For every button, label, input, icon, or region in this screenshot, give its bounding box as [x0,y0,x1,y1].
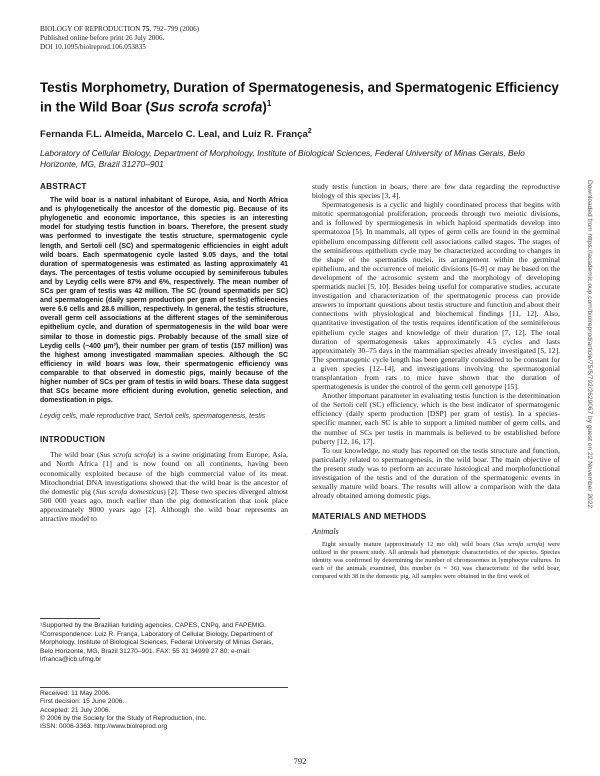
affiliation: Laboratory of Cellular Biology, Department of Morphology, Institute of Biological Sciences, Federal University of Minas Gerais, Belo Horizonte, MG, Brazil 31270–901 [40,148,525,169]
sertoli-paragraph: Another important parameter in evaluating testis function is the determination of the Sertoli cell (SC) efficiency, which is the best indicator of spermatogenic efficiency (daily sperm production [DSP] per gram of testis). In a species-specific manner, each SC is able to support a limited number of germ cells, and the number of SCs per testis in mammals is believed to be established before puberty [12, 16, 17]. [312,391,560,446]
correspondence-footnote: ²Correspondence: Luiz R. França, Laboratory of Cellular Biology, Department of Morphology, Institute of Biological Sciences, Federal University of Minas Gerais, Belo Horizonte, MG, Brazil 31270–901. FAX: 55 31 34999 27 80; e-mail: lrfranca@icb.ufmg.br [40,631,274,663]
right-column [312,182,560,581]
author-list: Fernanda F.L. Almeida, Marcelo C. Leal, and Luiz R. França$^2$ [40,128,312,141]
introduction-paragraph: The wild boar (Sus scrofa scrofa) is a swine originating from Europe, Asia, and North Africa [1] and is now found on all continents, having been economically exploited because of the high commercial value of its meat. Mitochondrial DNA investigations showed that the wild boar is the ancestor of the domestic pig (Sus scrofa domesticus) [2]. These two species diverged almost 500 000 years ago, much earlier than the pig domestication that took place approximately 9000 years ago [2]. Although the wild boar represents an attractive model to [40,450,288,523]
pubinfo-rule [40,687,288,688]
author-footnote-mark[interactable]: 2 [307,128,312,135]
journal-header [40,25,400,52]
intro-continuation: study testis function in boars, there are few data regarding the reproductive biology of this species [3, 4]. [312,182,560,201]
spermatogenesis-paragraph: Spermatogenesis is a cyclic and highly coordinated process that begins with mitotic spermatogonial proliferation, proceeds through two meiotic divisions, and is followed by spermiogenesis in which haploid spermatids develop into spermatozoa [5]. In mammals, all types of germ cells are found in the germinal epithelium encompassing different cell associations called stages. The stages of the seminiferous epithelium cycle may be characterized according to changes in the shape of the spermatids nuclei, its arrangement within the germinal epithelium, and the occurrence of meiotic divisions [6–9] or may be based on the development of the acrosomic system and the morphology of developing spermatids nuclei [5, 10]. Besides being useful for comparative studies, accurate investigation and characterization of the spermatogenic process can provide answers to important questions about testis structure and function and about their connections with physiological and biochemical findings [11, 12]. Also, quantitative investigation of the testis requires identification of the seminiferous epithelium cycle stages and knowledge of their duration [7, 12]. The total duration of spermatogenesis takes approximately 4.5 cycles and lasts approximately 30–75 days in the mammalian species already investigated [5, 12]. The spermatogenic cycle length has been generally considered to be constant for a given species [12–14], and investigations involving the spermatogonial transplantation from rats to mice have shown that the duration of spermatogenesis is under the control of the germ cell genotype [15]. [312,200,560,392]
publication-date: Published online before print 26 July 2006. [40,34,165,42]
title-footnote-mark[interactable]: 1 [266,99,272,108]
page-number: 792 [293,756,307,766]
footnote-rule [40,618,100,619]
abstract-text: The wild boar is a natural inhabitant of Europe, Asia, and North Africa and is phylogenetically the ancestor of the domestic pig. Because of its phylogenetic and economic importance, this species is an interesting model for studying testis function in boars. Therefore, the present study was performed to investigate the testis structure, spermatogenic cycle length, and Sertoli cell (SC) and spermatogenic efficiencies in eight adult wild boars. Each spermatogenic cycle lasted 9.05 days, and the total duration of spermatogenesis was estimated as lasting approximately 41 days. The percentages of testis volume occupied by seminiferous tubules and by Leydig cells were 87% and 6%, respectively. The mean number of SCs per gram of testis was 42 million. The SC (round spermatids per SC) and spermatogenic (daily sperm production per gram of testis) efficiencies were 6.6 cells and 28.6 million, respectively. In general, the testis structure, overall germ cell associations at the different stages of the seminiferous epithelium cycle, and duration of spermatogenesis in the wild boar were similar to those in domestic pigs. Probably because of the small size of Leydig cells (~400 µm³), their number per gram of testis (157 million) was the highest among investigated mammalian species. Although the SC efficiency in wild boars was low, their spermatogenic efficiency was comparable to that observed in domestic pigs, mainly because of the higher number of SCs per gram of testis in wild boars. These data suggest that SCs became more efficient during evolution, genetic selection, and domestication in pigs. [40,197,288,405]
copyright-notice: © 2006 by the Society for the Study of Reproduction, Inc. [40,714,207,722]
funding-footnote: ¹Supported by the Brazilian funding agencies, CAPES, CNPq, and FAPEMIG. [40,622,267,629]
article-title: Testis Morphometry, Duration of Spermatogenesis, and Spermatogenic Efficiency in the Wild Boar (Sus scrofa scrofa)$^1$ [40,80,559,115]
accepted-date: Accepted: 21 July 2006. [40,706,111,714]
objective-paragraph: To our knowledge, no study has reported on the testis structure and function, particularly related to spermatogenesis, in the wild boar. The main objective of the present study was to perform an accurate histological and morphofunctional investigation of the testis and of the duration of the spermatogenic events in sexually mature wild boars. The results will allow a comparison with the data already obtained among domestic pigs. [312,445,560,501]
left-column [40,182,288,523]
download-note [585,180,595,540]
publication-info [40,690,288,731]
keywords: Leydig cells, male reproductive tract, Sertoli cells, spermatogenesis, testis [40,413,266,421]
animals-heading: Animals [312,527,339,537]
first-decision-date: First decision: 15 June 2006. [40,698,125,706]
download-note-text: Downloaded from https://academic.oup.com/biolreprod/article/75/5/792/2629067 by guest on 22 November 2022 [586,180,593,509]
received-date: Received: 11 May 2006. [40,690,111,697]
journal-volume: 75 [142,25,150,33]
introduction-heading: INTRODUCTION [40,435,106,445]
methods-heading: MATERIALS AND METHODS [312,512,427,522]
doi-link[interactable]: DOI 10.1095/biolreprod.106.053835 [40,43,146,51]
footnotes [40,622,288,664]
abstract-heading: ABSTRACT [40,182,87,191]
title-species: Sus scrofa scrofa [149,99,263,115]
journal-citation: BIOLOGY OF REPRODUCTION 75, 792–799 (2006) [40,25,200,33]
issn-url[interactable]: ISSN: 0006-3363. http://www.biolreprod.org [40,723,168,731]
animals-paragraph: Eight sexually mature (approximately 12 mo old) wild boars (Sus scrofa scrofa) were utilized in the present study. All animals had phenotypic characteristics of the species. Species identity was confirmed by determining the number of chromosomes in lymphocyte cultures. In each of the animals examined, this number (n = 36) was characteristic of the wild boar, compared with 38 in the domestic pig. All samples were obtained in the first week of [312,541,560,581]
